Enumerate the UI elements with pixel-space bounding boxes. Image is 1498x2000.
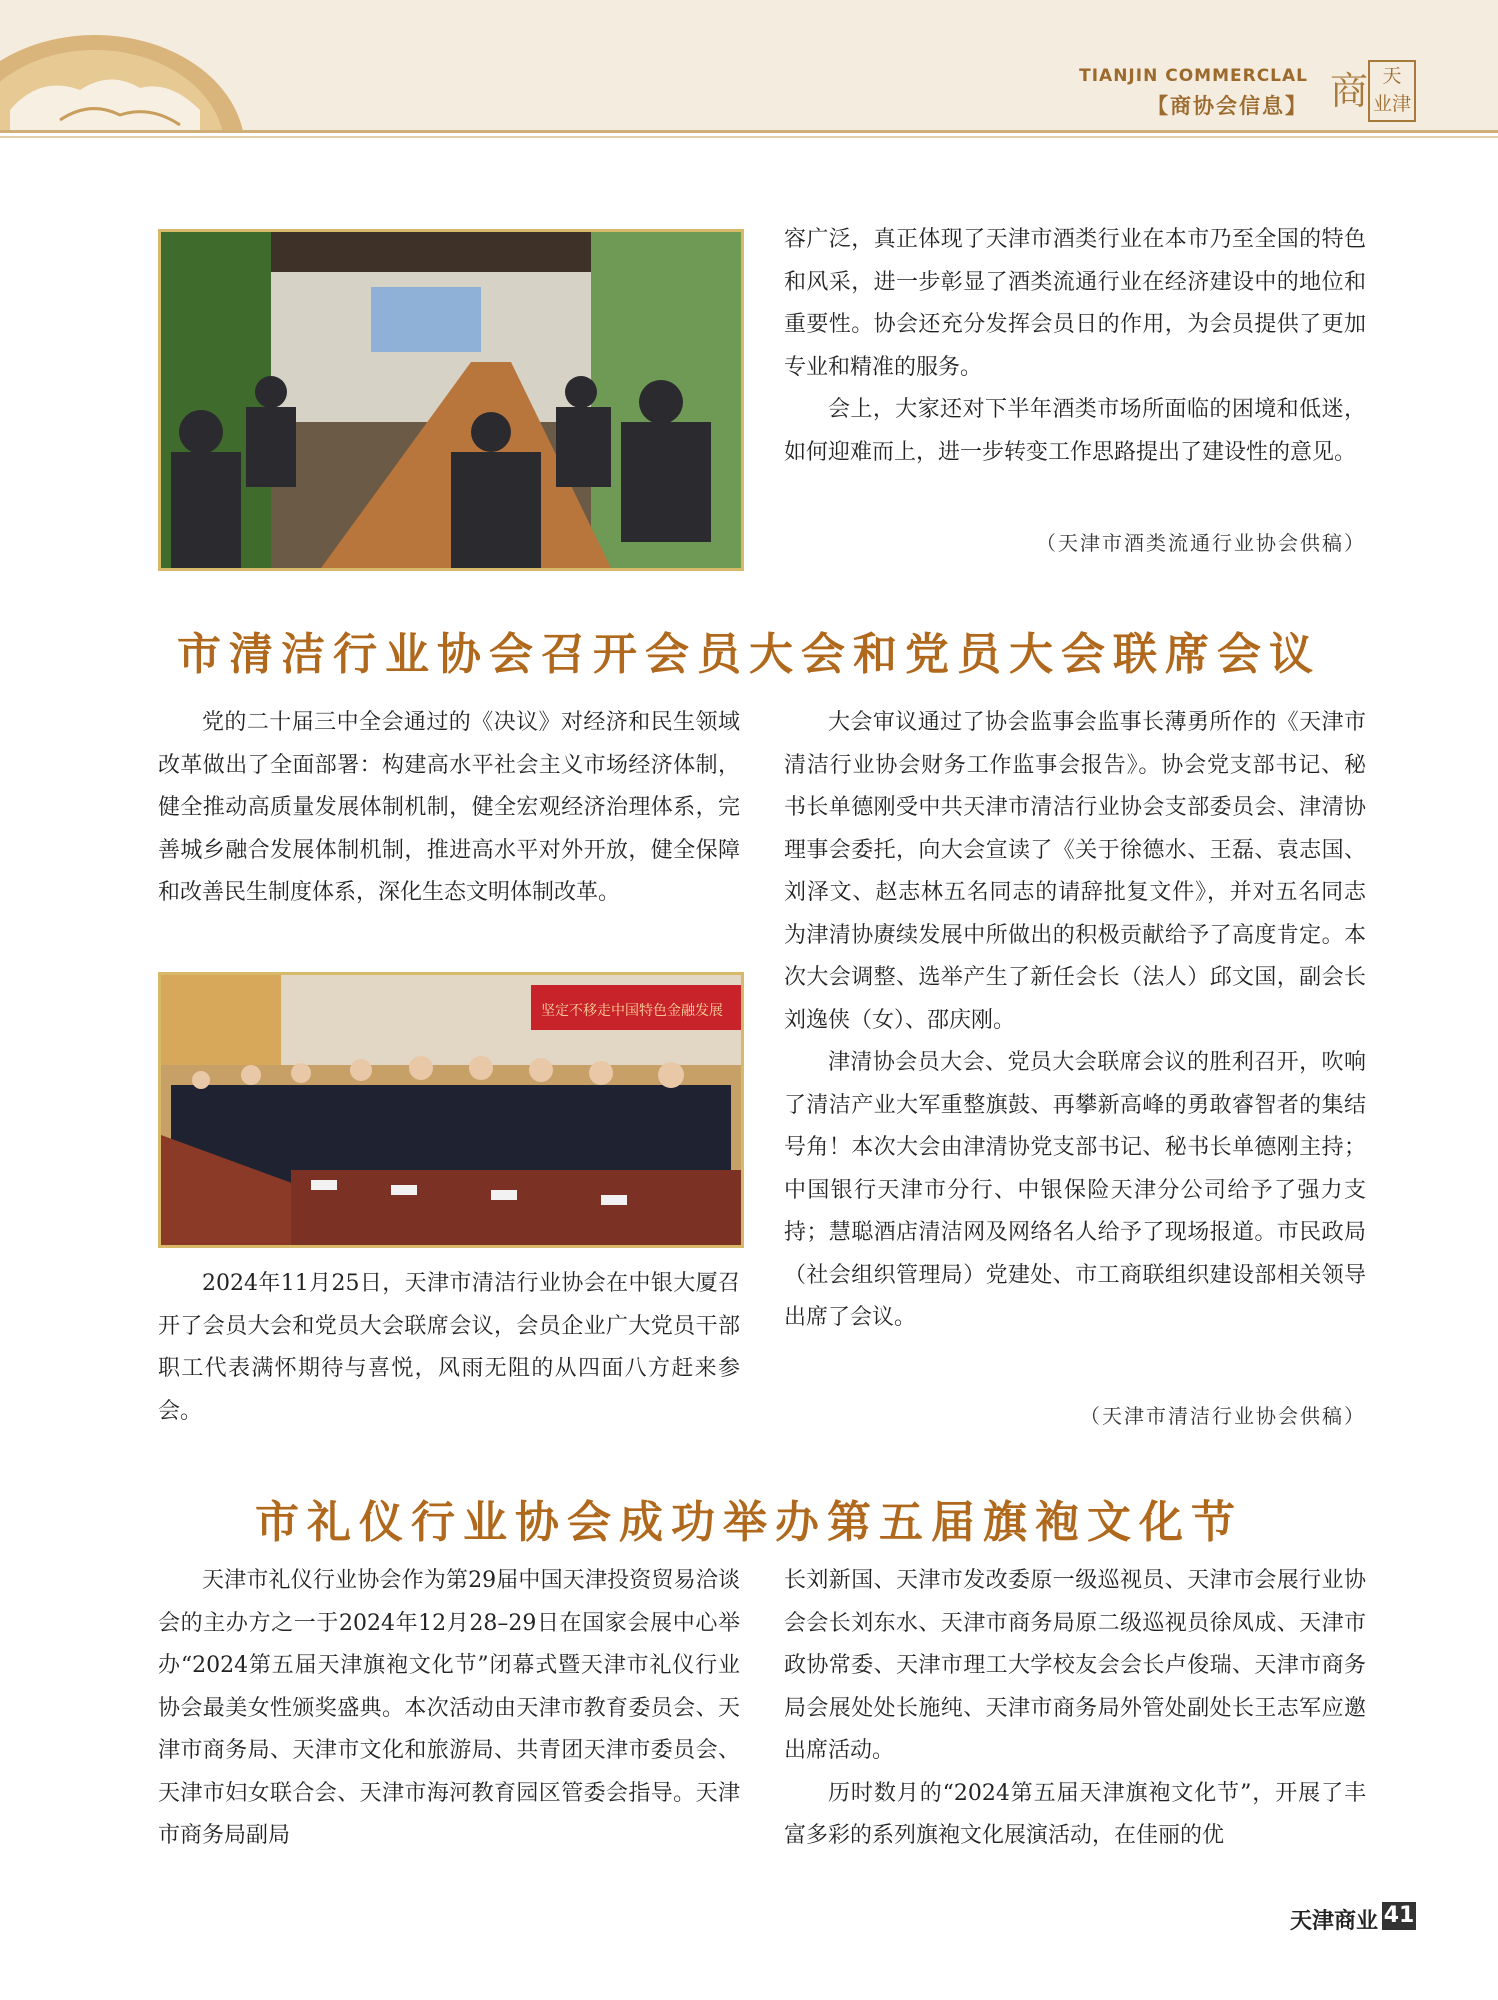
article2-left-column-top — [158, 702, 740, 915]
article3-right-paragraph-1: 长刘新国、天津市发改委原一级巡视员、天津市会展行业协会会长刘东水、天津市商务局原二级巡视员徐凤成、天津市政协常委、天津市理工大学校友会会长卢俊瑞、天津市商务局会展处处长施纯、天津市商务局外管处副处长王志军应邀出席活动。 — [784, 1568, 1366, 1763]
article2-right-paragraph-2: 津清协会员大会、党员大会联席会议的胜利召开，吹响了清洁产业大军重整旗鼓、再攀新高峰的勇敢睿智者的集结号角！本次大会由津清协党支部书记、秘书长单德刚主持；中国银行天津市分行、中银保险天津分公司给予了强力支持；慧聪酒店清洁网及网络名人给予了现场报道。市民政局（社会组织管理局）党建处、市工商联组织建设部相关领导出席了会议。 — [784, 1050, 1366, 1330]
meeting-room-photo — [158, 229, 744, 571]
brand-logo-char: 商 — [1329, 69, 1368, 113]
article3-left-paragraph-1: 天津市礼仪行业协会作为第29届中国天津投资贸易洽谈会的主办方之一于2024年12月28–29日在国家会展中心举办“2024第五届天津旗袍文化节”闭幕式暨天津市礼仪行业协会最美女性颁奖盛典。本次活动由天津市教育委员会、天津市商务局、天津市文化和旅游局、共青团天津市委员会、天津市妇女联合会、天津市海河教育园区管委会指导。天津市商务局副局 — [158, 1568, 740, 1848]
logo-box-bottom: 业津 — [1372, 93, 1411, 115]
magazine-name: 天津商业 — [1289, 1909, 1378, 1934]
article3-right-paragraph-2: 历时数月的“2024第五届天津旗袍文化节”，开展了丰富多彩的系列旗袍文化展演活动，在佳丽的优 — [784, 1780, 1366, 1848]
article1-right-column — [784, 219, 1366, 474]
article1-credit: （天津市酒类流通行业协会供稿） — [1036, 531, 1366, 555]
article2-title: 市清洁行业协会召开会员大会和党员大会联席会议 — [177, 629, 1321, 680]
article1-paragraph-1: 容广泛，真正体现了天津市酒类行业在本市乃至全国的特色和风采，进一步彰显了酒类流通行业在经济建设中的地位和重要性。协会还充分发挥会员日的作用，为会员提供了更加专业和精准的服务。 — [784, 227, 1366, 380]
article1-paragraph-2: 会上，大家还对下半年酒类市场所面临的困境和低迷，如何迎难而上，进一步转变工作思路提出了建设性的意见。 — [784, 397, 1366, 465]
article2-credit: （天津市清洁行业协会供稿） — [1080, 1404, 1366, 1428]
banner-text: 坚定不移走中国特色金融发展 — [541, 1003, 723, 1019]
brand-logo-box — [1368, 60, 1416, 122]
article2-right-paragraph-1: 大会审议通过了协会监事会监事长薄勇所作的《天津市清洁行业协会财务工作监事会报告》。协会党支部书记、秘书长单德刚受中共天津市清洁行业协会支部委员会、津清协理事会委托，向大会宣读了《关于徐德水、王磊、袁志国、刘泽文、赵志林五名同志的请辞批复文件》，并对五名同志为津清协赓续发展中所做出的积极贡献给予了高度肯定。本次大会调整、选举产生了新任会长（法人）邱文国，副会长刘逸侠（女）、邵庆刚。 — [784, 710, 1366, 1033]
article3-right-column — [784, 1560, 1366, 1858]
page-number: 41 — [1383, 1903, 1415, 1928]
globe-decoration — [0, 20, 260, 130]
header-divider — [0, 136, 1498, 138]
brand-english: TIANJIN COMMERCLAL — [1079, 66, 1308, 86]
article2-right-column — [784, 702, 1366, 1340]
logo-box-top: 天 — [1382, 65, 1402, 87]
page-header — [0, 0, 1498, 133]
article2-left-paragraph-1: 党的二十届三中全会通过的《决议》对经济和民生领域改革做出了全面部署：构建高水平社会主义市场经济体制，健全推动高质量发展体制机制，健全宏观经济治理体系，完善城乡融合发展体制机制，推进高水平对外开放，健全保障和改善民生制度体系，深化生态文明体制改革。 — [158, 710, 740, 905]
section-label: 【商协会信息】 — [1147, 94, 1308, 118]
article3-title: 市礼仪行业协会成功举办第五届旗袍文化节 — [255, 1497, 1243, 1548]
conference-photo — [158, 972, 744, 1248]
article3-left-column — [158, 1560, 740, 1858]
article2-left-column-bottom — [158, 1263, 740, 1433]
article2-left-paragraph-2: 2024年11月25日，天津市清洁行业协会在中银大厦召开了会员大会和党员大会联席会议，会员企业广大党员干部职工代表满怀期待与喜悦，风雨无阻的从四面八方赶来参会。 — [158, 1271, 740, 1424]
